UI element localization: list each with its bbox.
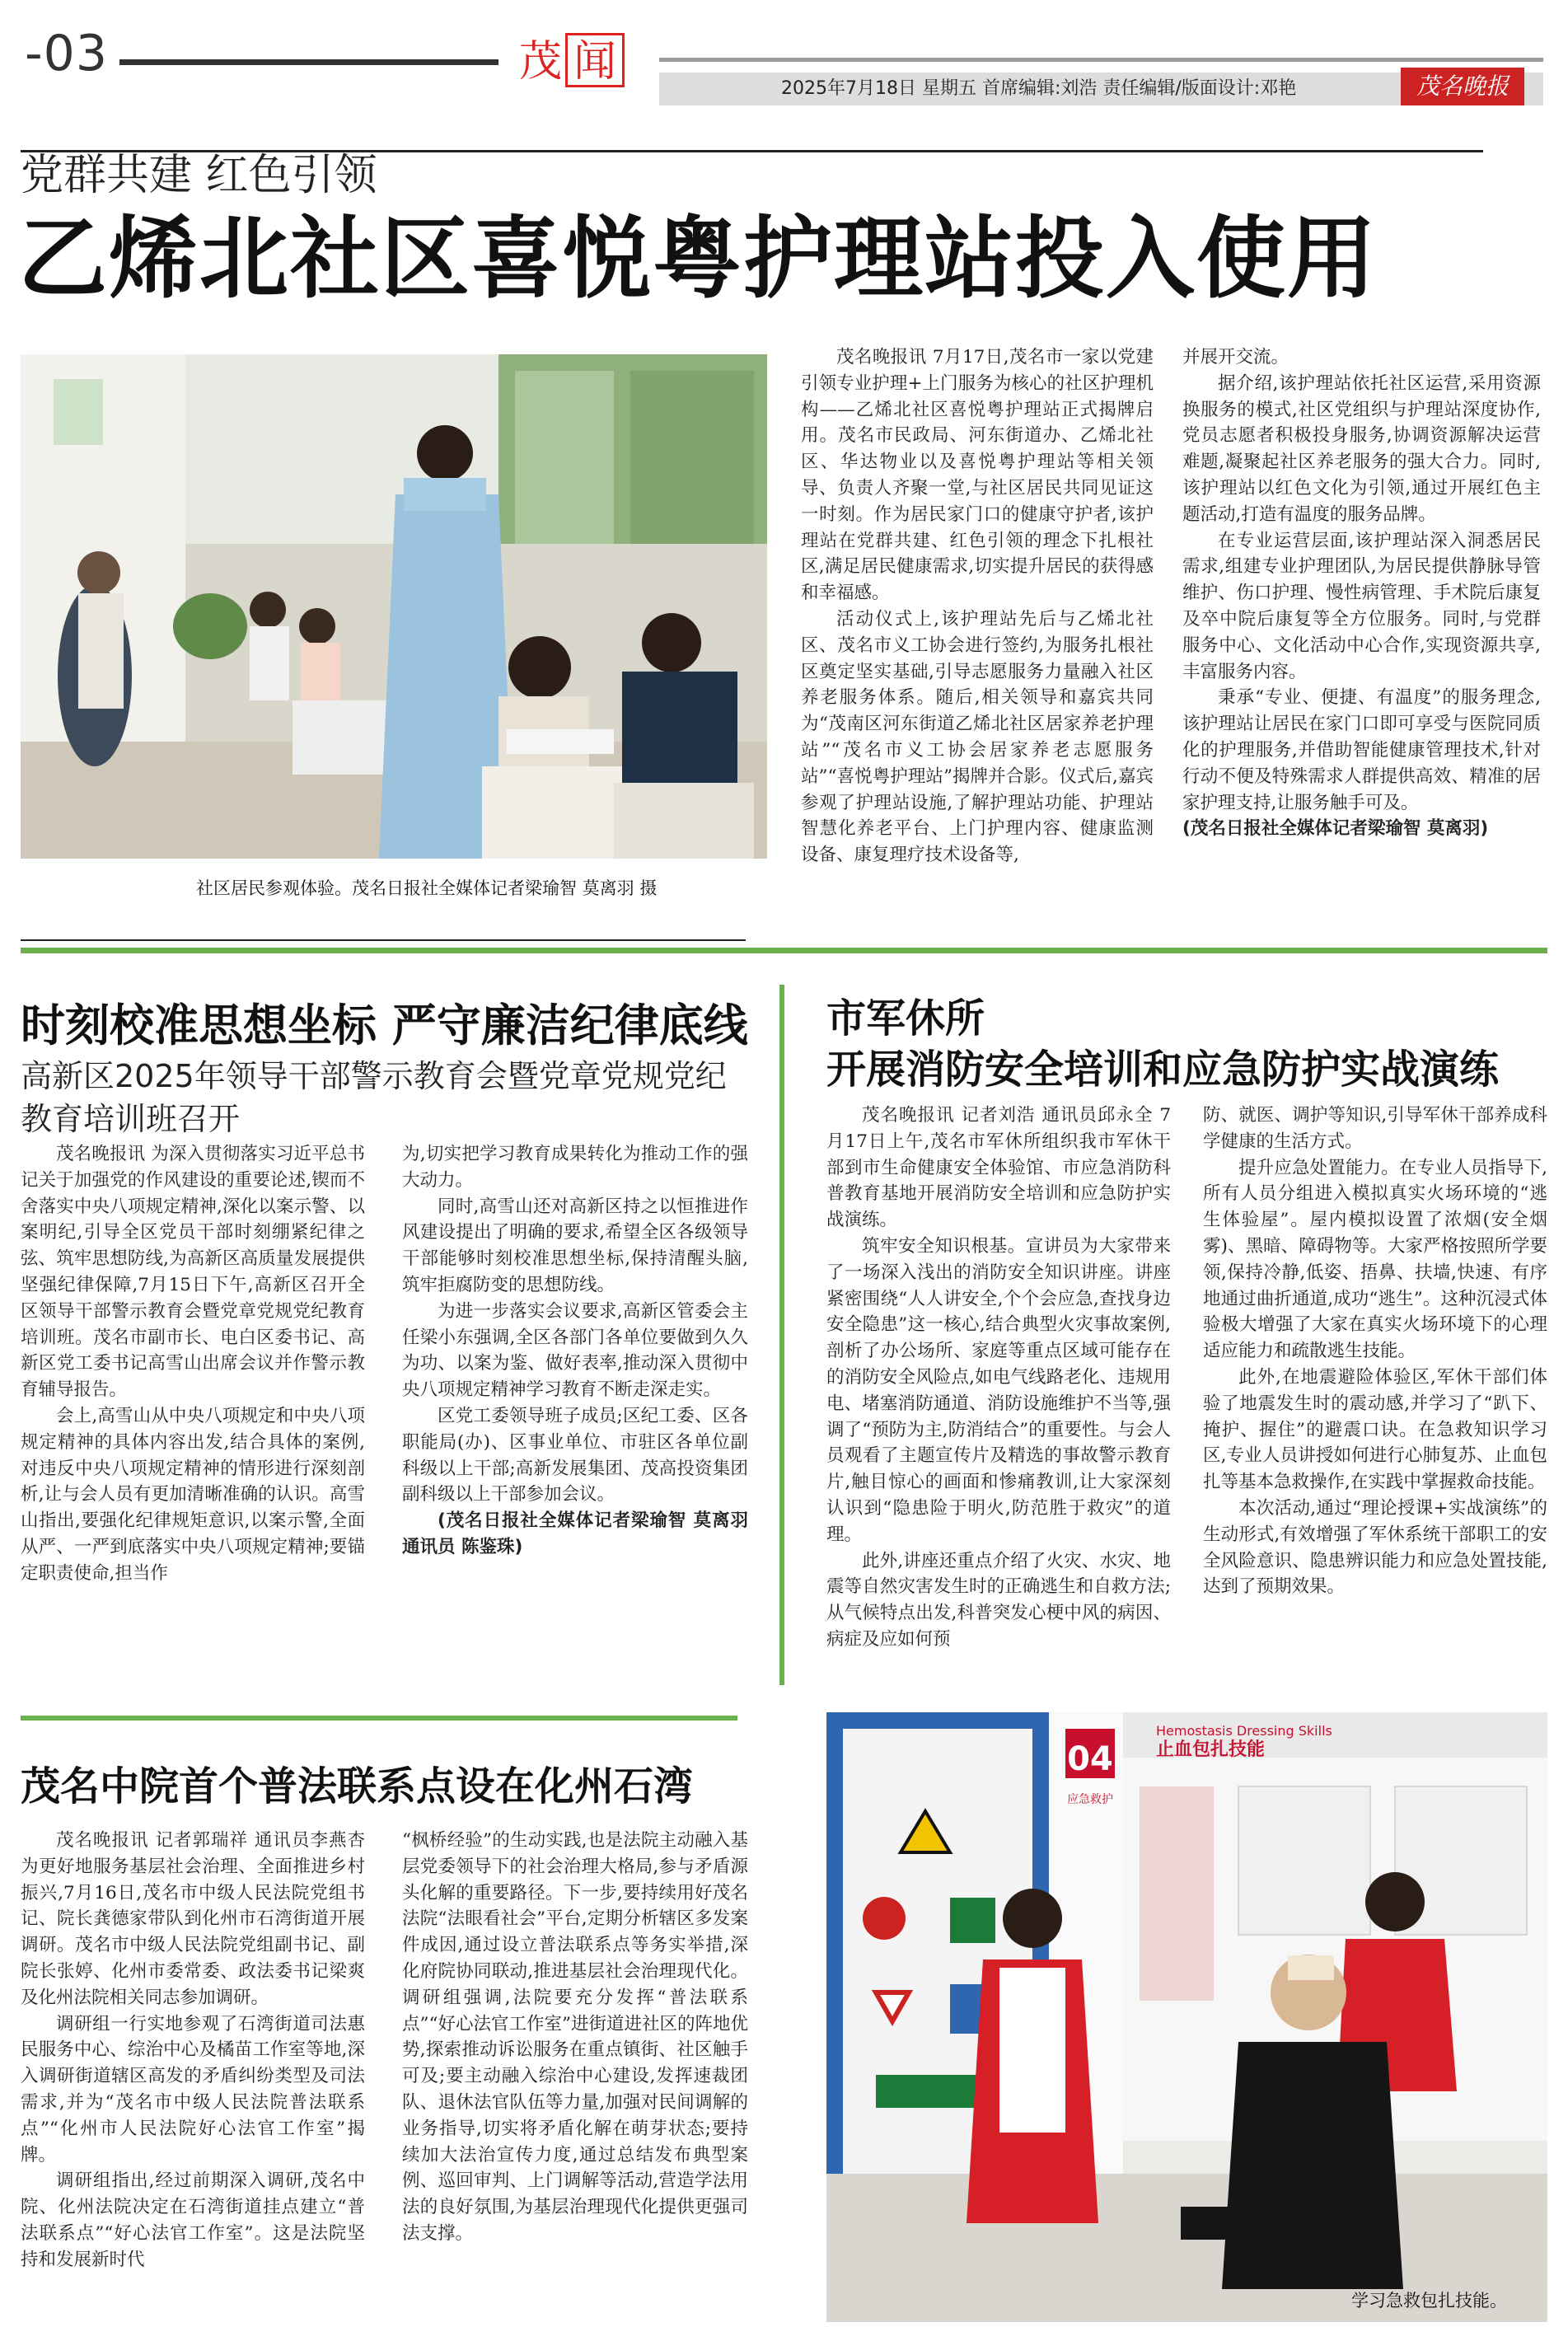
story2-subhead: 高新区2025年领导干部警示教育会暨党章党规党纪教育培训班召开	[21, 1058, 727, 1137]
story4-column-2	[1203, 1103, 1547, 1600]
story2-paragraph: 同时,高雪山还对高新区持之以恒推进作风建设提出了明确的要求,希望全区各级领导干部能够时刻校准思想坐标,保持清醒头脑,筑牢拒腐防变的思想防线。	[402, 1196, 748, 1295]
story3-column-1	[21, 1828, 365, 2273]
story3-paragraph: “枫桥经验”的生动实践,也是法院主动融入基层党委领导下的社会治理大格局,参与矛盾源头化解的重要路径。下一步,要持续用好茂名法院“法眼看社会”平台,定期分析辖区多发案件成因,通过设立普法联系点等务实举措,深化府院协同联动,推进基层社会治理现代化。调研组强调,法院要充分发挥“普法联系点”“好心法官工作室”进街道进社区的阵地优势,探索推动诉讼服务在重点镇街、社区触手可及;要主动融入综治中心建设,发挥速裁团队、退休法官队伍等力量,加强对民间调解的业务指导,切实将矛盾化解在萌芽状态;要持续加大法治宣传力度,通过总结发布典型案例、巡回审判、上门调解等活动,营造学法用法的良好氛围,为基层治理现代化提供更强司法支撑。	[402, 1830, 748, 2244]
story1-headline: 乙烯北社区喜悦粤护理站投入使用	[18, 208, 1378, 311]
story4-column-1	[826, 1103, 1171, 1653]
story2-paragraph: 为进一步落实会议要求,高新区管委会主任梁小东强调,全区各部门各单位要做到久久为功、以案为鉴、做好表率,推动深入贯彻中央八项规定精神学习教育不断走深走实。	[402, 1300, 748, 1401]
section-char-1: 茂	[519, 37, 563, 87]
story4-paragraph: 此外,在地震避险体验区,军休干部们体验了地震发生时的震动感,并学习了“趴下、掩护、握住”的避震口诀。在急救知识学习区,专业人员讲授如何进行心肺复苏、止血包扎等基本急救操作,在实践中掌握救命技能。	[1203, 1366, 1547, 1493]
story1-kicker: 党群共建 红色引领	[21, 151, 377, 200]
story4-headline-line-2: 开展消防安全培训和应急防护实战演练	[826, 1046, 1500, 1093]
story4-photo-caption: 学习急救包扎技能。	[1351, 2291, 1507, 2311]
story2-column-1	[21, 1141, 365, 1587]
story4-paragraph: 防、就医、调护等知识,引导军休干部养成科学健康的生活方式。	[1203, 1105, 1547, 1152]
poster-section: 应急救护	[1067, 1793, 1113, 1806]
green-vertical-divider	[779, 985, 784, 1685]
story4-photo	[826, 1712, 1547, 2322]
story1-paragraph: 据介绍,该护理站依托社区运营,采用资源换服务的模式,社区党组织与护理站深度协作,党员志愿者积极投身服务,协调资源解决运营难题,凝聚起社区养老服务的强大合力。同时,该护理站以红色文化为引领,通过开展红色主题活动,打造有温度的服务品牌。	[1182, 372, 1541, 525]
poster-subtitle: Hemostasis Dressing Skills	[1156, 1723, 1332, 1739]
section-char-2: 闻	[565, 33, 625, 87]
story4-paragraph: 提升应急处置能力。在专业人员指导下,所有人员分组进入模拟真实火场环境的“逃生体验屋”。屋内模拟设置了浓烟(安全烟雾)、黑暗、障碍物等。大家严格按照所学要领,保持冷静,低姿、捂鼻、扶墙,快速、有序地通过曲折通道,成功“逃生”。这种沉浸式体验极大增强了大家在真实火场环境下的心理适应能力和疏散逃生技能。	[1203, 1157, 1547, 1362]
header-info: 2025年7月18日 星期五 首席编辑:刘浩 责任编辑/版面设计:邓艳	[781, 78, 1297, 99]
story3-paragraph: 调研组指出,经过前期深入调研,茂名中院、化州法院决定在石湾街道挂点建立“普法联系点”“好心法官工作室”。这是法院坚持和发展新时代	[21, 2170, 365, 2270]
story1-bottom-rule	[21, 939, 746, 941]
story1-photo	[21, 354, 767, 859]
story1-column-1	[801, 344, 1154, 869]
newspaper-logo: 茂名晚报	[1401, 68, 1524, 105]
story3-headline: 茂名中院首个普法联系点设在化州石湾	[21, 1763, 694, 1810]
header-rule	[659, 58, 1543, 62]
poster-title: 止血包扎技能	[1156, 1739, 1266, 1760]
story3-paragraph: 茂名晚报讯 记者郭瑞祥 通讯员李燕杏 为更好地服务基层社会治理、全面推进乡村振兴,7月16日,茂名市中级人民法院党组书记、院长龚德家带队到化州市石湾街道开展调研。茂名市中级人民法院党组副书记、副院长张婷、化州市委常委、政法委书记梁爽及化州法院相关同志参加调研。	[21, 1830, 365, 2008]
story1-photo-caption: 社区居民参观体验。茂名日报社全媒体记者梁瑜智 莫离羽 摄	[196, 878, 658, 898]
story4-paragraph: 筑牢安全知识根基。宣讲员为大家带来了一场深入浅出的消防安全知识讲座。讲座紧密围绕“人人讲安全,个个会应急,查找身边安全隐患”这一核心,结合典型火灾事故案例,剖析了办公场所、家庭等重点区域可能存在的消防安全风险点,如电气线路老化、违规用电、堵塞消防通道、消防设施维护不当等,强调了“预防为主,防消结合”的重要性。与会人员观看了主题宣传片及精选的事故警示教育片,触目惊心的画面和惨痛教训,让大家深刻认识到“隐患险于明火,防范胜于救灾”的道理。	[826, 1235, 1171, 1545]
first-aid-training-photo	[826, 1712, 1547, 2322]
story1-paragraph: 并展开交流。	[1182, 347, 1290, 368]
story1-column-2	[1182, 344, 1541, 842]
story1-paragraph: 茂名晚报讯 7月17日,茂名市一家以党建引领专业护理+上门服务为核心的社区护理机构——乙烯北社区喜悦粤护理站正式揭牌启用。茂名市民政局、河东街道办、乙烯北社区、华达物业以及喜悦粤护理站等相关领导、负责人齐聚一堂,与社区居民共同见证这一时刻。作为居民家门口的健康守护者,该护理站在党群共建、红色引领的理念下扎根社区,满足居民健康需求,切实提升居民的获得感和幸福感。	[801, 347, 1154, 604]
page-number-rule	[119, 59, 498, 65]
story2-credit: (茂名日报社全媒体记者梁瑜智 莫离羽 通讯员 陈鉴珠)	[402, 1510, 748, 1557]
story1-paragraph: 活动仪式上,该护理站先后与乙烯北社区、茂名市义工协会进行签约,为服务扎根社区奠定坚实基础,引导志愿服务力量融入社区养老服务体系。随后,相关领导和嘉宾共同为“茂南区河东街道乙烯北社区居家养老护理站”“茂名市义工协会居家养老志愿服务站”“喜悦粤护理站”揭牌并合影。仪式后,嘉宾参观了护理站设施,了解护理站功能、护理站智慧化养老平台、上门护理内容、健康监测设备、康复理疗技术设备等,	[801, 608, 1154, 866]
story2-paragraph: 会上,高雪山从中央八项规定和中央八项规定精神的具体内容出发,结合具体的案例,对违反中央八项规定精神的情形进行深刻剖析,让与会人员有更加清晰准确的认识。高雪山指出,要强化纪律规矩意识,以案示警,全面从严、一严到底落实中央八项规定精神;要锚定职责使命,担当作	[21, 1405, 365, 1584]
story2-column-2	[402, 1141, 748, 1561]
story2-headline: 时刻校准思想坐标 严守廉洁纪律底线	[21, 1000, 748, 1051]
page-number: -03	[25, 25, 108, 82]
story4-paragraph: 此外,讲座还重点介绍了火灾、水灾、地震等自然灾害发生时的正确逃生和自救方法;从气候特点出发,科普突发心梗中风的病因、病症及应如何预	[826, 1550, 1171, 1650]
section-tag	[519, 33, 643, 91]
story4-paragraph: 茂名晚报讯 记者刘浩 通讯员邱永全 7月17日上午,茂名市军休所组织我市军休干部到市生命健康安全体验馆、市应急消防科普教育基地开展消防安全培训和应急防护实战演练。	[826, 1105, 1171, 1231]
story2-paragraph: 为,切实把学习教育成果转化为推动工作的强大动力。	[402, 1144, 748, 1191]
green-divider	[21, 948, 1547, 953]
story4-headline-line-1: 市军休所	[826, 995, 985, 1042]
green-divider-2	[21, 1716, 737, 1721]
story1-paragraph: 在专业运营层面,该护理站深入洞悉居民需求,组建专业护理团队,为居民提供静脉导管维护、伤口护理、慢性病管理、手术院后康复及卒中院后康复等全方位服务。同时,与党群服务中心、文化活动中心合作,实现资源共享,丰富服务内容。	[1182, 530, 1541, 682]
story3-column-2	[402, 1828, 748, 2247]
story1-paragraph: 秉承“专业、便捷、有温度”的服务理念,该护理站让居民在家门口即可享受与医院同质化的护理服务,并借助智能健康管理技术,针对行动不便及特殊需求人群提供高效、精准的居家护理支持,让服务触手可及。	[1182, 687, 1541, 813]
story4-paragraph: 本次活动,通过“理论授课+实战演练”的生动形式,有效增强了军休系统干部职工的安全风险意识、隐患辨识能力和应急处置技能,达到了预期效果。	[1203, 1497, 1547, 1598]
story3-paragraph: 调研组一行实地参观了石湾街道司法惠民服务中心、综治中心及橘苗工作室等地,深入调研街道辖区高发的矛盾纠纷类型及司法需求,并为“茂名市中级人民法院普法联系点”“化州市人民法院好心法官工作室”揭牌。	[21, 2013, 365, 2165]
care-station-photo	[21, 354, 767, 859]
story1-credit: (茂名日报社全媒体记者梁瑜智 莫离羽)	[1182, 818, 1489, 840]
poster-number: 04	[1067, 1740, 1113, 1778]
story2-paragraph: 茂名晚报讯 为深入贯彻落实习近平总书记关于加强党的作风建设的重要论述,锲而不舍落实中央八项规定精神,深化以案示警、以案明纪,引导全区党员干部时刻绷紧纪律之弦、筑牢思想防线,为高新区高质量发展提供坚强纪律保障,7月15日下午,高新区召开全区领导干部警示教育会暨党章党规党纪教育培训班。茂名市副市长、电白区委书记、高新区党工委书记高雪山出席会议并作警示教育辅导报告。	[21, 1144, 365, 1401]
story2-paragraph: 区党工委领导班子成员;区纪工委、区各职能局(办)、区事业单位、市驻区各单位副科级以上干部;高新发展集团、茂高投资集团副科级以上干部参加会议。	[402, 1405, 748, 1505]
